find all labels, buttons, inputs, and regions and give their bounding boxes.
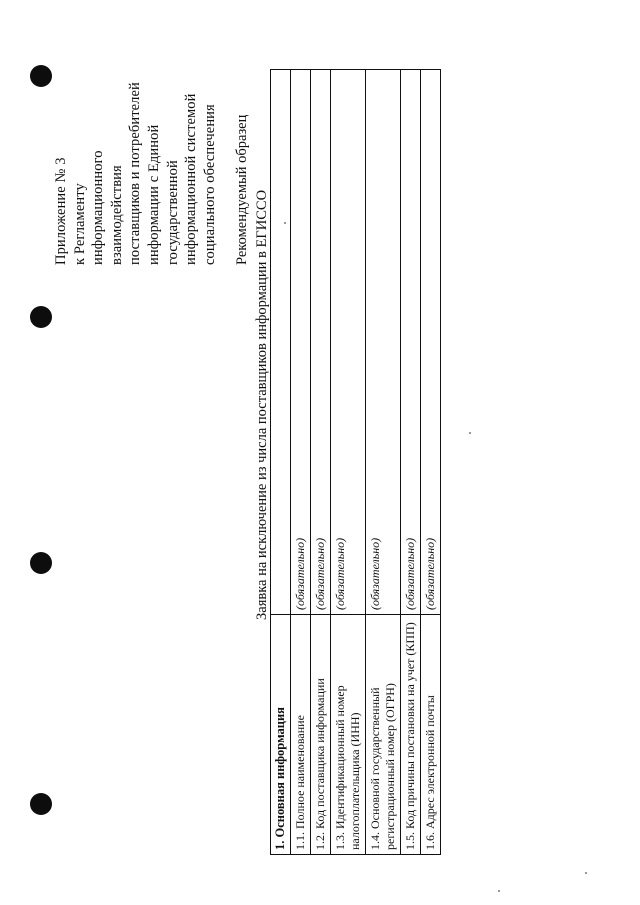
- appendix-block: [52, 40, 219, 265]
- row-label: 1.5. Код причины постановки на учет (КПП): [401, 614, 420, 854]
- table-row: [365, 70, 400, 854]
- row-label: 1.4. Основной государственный регистрационный номер (ОГРН): [366, 614, 400, 854]
- appendix-line: информационной системой: [183, 93, 200, 265]
- table-row: [290, 70, 310, 854]
- scan-speck: [585, 872, 587, 874]
- table-row: [420, 70, 440, 854]
- sample-label: Рекомендуемый образец: [234, 114, 250, 265]
- scan-speck: [284, 222, 286, 224]
- row-label: 1.1. Полное наименование: [291, 614, 310, 854]
- appendix-line: Приложение № 3: [53, 157, 69, 265]
- row-value: (обязательно): [313, 537, 327, 610]
- appendix-line: поставщиков и потребителей: [127, 82, 144, 265]
- row-label: 1.2. Код поставщика информации: [311, 614, 330, 854]
- table-row: [400, 70, 420, 854]
- row-value: (обязательно): [333, 537, 347, 610]
- appendix-line: к Регламенту: [71, 183, 88, 265]
- info-table: [270, 69, 441, 855]
- form-title: Заявка на исключение из числа поставщиков информации в ЕГИССО: [254, 189, 270, 620]
- row-label: 1.3. Идентификационный номер налогоплательщика (ИНН): [331, 614, 365, 854]
- appendix-line: государственной: [164, 160, 181, 265]
- scan-speck: [469, 432, 471, 434]
- row-value: (обязательно): [293, 537, 307, 610]
- row-value: (обязательно): [403, 537, 417, 610]
- appendix-line: социального обеспечения: [201, 104, 218, 265]
- table-row: [330, 70, 365, 854]
- row-value: (обязательно): [368, 537, 382, 610]
- appendix-line: взаимодействия: [108, 165, 125, 265]
- section-header: 1. Основная информация: [271, 614, 290, 854]
- row-value: (обязательно): [423, 537, 437, 610]
- table-row: [310, 70, 330, 854]
- table-header-row: [271, 70, 290, 854]
- header-empty-cell: [271, 70, 290, 614]
- appendix-line: информации с Единой: [145, 124, 162, 265]
- appendix-line: информационного: [90, 150, 107, 265]
- row-label: 1.6. Адрес электронной почты: [421, 614, 440, 854]
- scan-speck: [498, 890, 500, 892]
